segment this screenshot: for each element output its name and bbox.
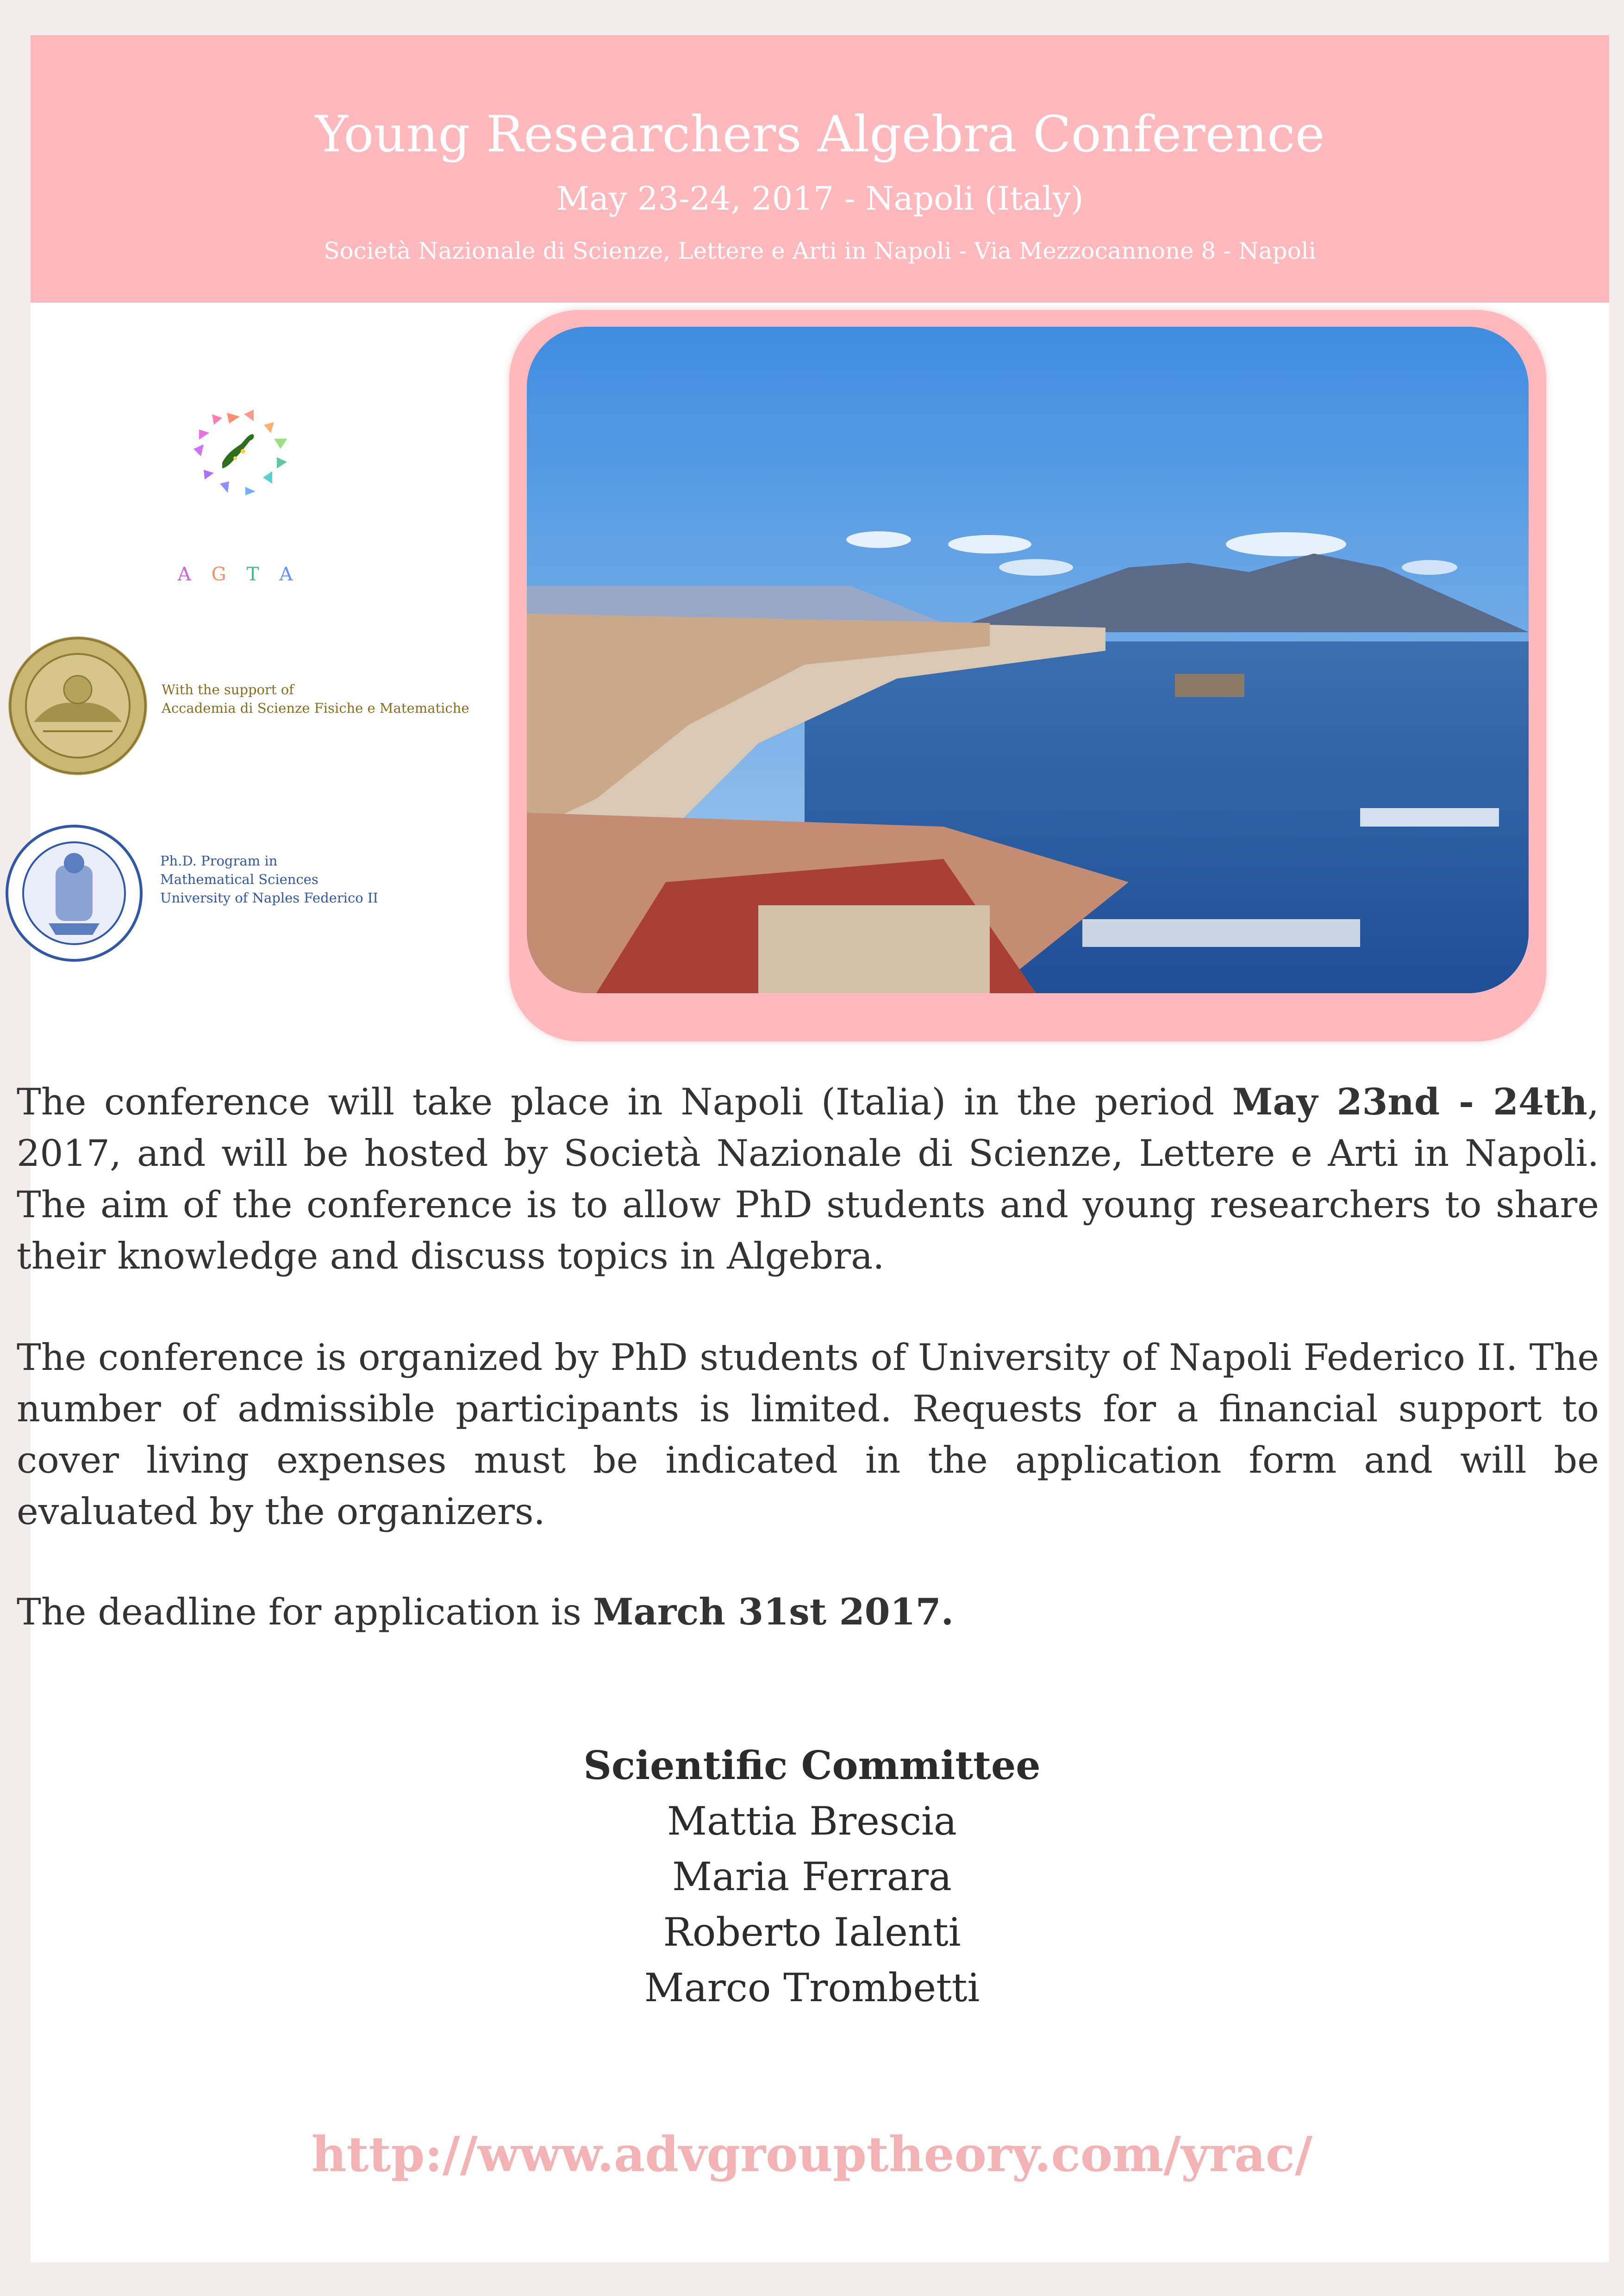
agta-letters [153, 564, 338, 585]
scientific-committee [0, 1738, 1624, 2016]
committee-member: Mattia Brescia [667, 1798, 957, 1844]
agta-letter: G [211, 564, 247, 585]
conference-title: Young Researchers Algebra Conference [315, 106, 1325, 163]
committee-member: Marco Trombetti [644, 1965, 980, 2010]
phd-line-1: Ph.D. Program in [160, 853, 278, 869]
intro-text-a: The conference will take place in Napoli (Italia) in the period [17, 1081, 1232, 1123]
intro-text-b: , 2017, and will be hosted by Società Nazionale di Scienze, Lettere e Arti in Napoli. The aim of the conference is to allow PhD students and young researchers to share their knowledge and discuss topics in Algebra. [17, 1081, 1599, 1277]
conference-url-link[interactable]: http://www.advgrouptheory.com/yrac/ [311, 2126, 1313, 2183]
support-line-2: Accademia di Scienze Fisiche e Matematiche [162, 700, 469, 716]
organization-paragraph: The conference is organized by PhD students of University of Napoli Federico II. The number of admissible participants is limited. Requests for a financial support to cover living expenses must be indicated in the application form and will be evaluated by the organizers. [17, 1336, 1599, 1533]
phd-line-2: Mathematical Sciences [160, 871, 319, 887]
agta-letter: A [177, 564, 212, 585]
committee-heading: Scientific Committee [583, 1742, 1041, 1788]
naples-bay-photo [527, 327, 1529, 993]
naples-bay-image [527, 327, 1529, 993]
conference-venue: Società Nazionale di Scienze, Lettere e Arti in Napoli - Via Mezzocannone 8 - Napoli [324, 237, 1316, 264]
header-banner [31, 35, 1609, 303]
agta-letter: T [246, 564, 280, 585]
committee-member: Roberto Ialenti [663, 1910, 961, 1955]
agta-triangles-icon [153, 370, 338, 565]
accademia-seal-icon [6, 634, 150, 778]
support-line-1: With the support of [162, 682, 294, 697]
committee-member: Maria Ferrara [672, 1854, 952, 1899]
deadline-date-bold: March 31st 2017. [593, 1590, 954, 1633]
conference-date-location: May 23-24, 2017 - Napoli (Italy) [556, 180, 1084, 218]
deadline-paragraph [17, 1586, 1599, 1638]
deadline-text: The deadline for application is [17, 1591, 593, 1633]
conference-dates-bold: May 23nd - 24th [1232, 1080, 1587, 1123]
agta-logo [153, 370, 338, 592]
accademia-support [6, 634, 515, 778]
phd-program [5, 824, 514, 967]
phd-line-3: University of Naples Federico II [160, 890, 378, 906]
intro-paragraph [17, 1076, 1599, 1282]
agta-letter: A [279, 564, 313, 585]
federico-ii-seal-icon [5, 824, 144, 963]
